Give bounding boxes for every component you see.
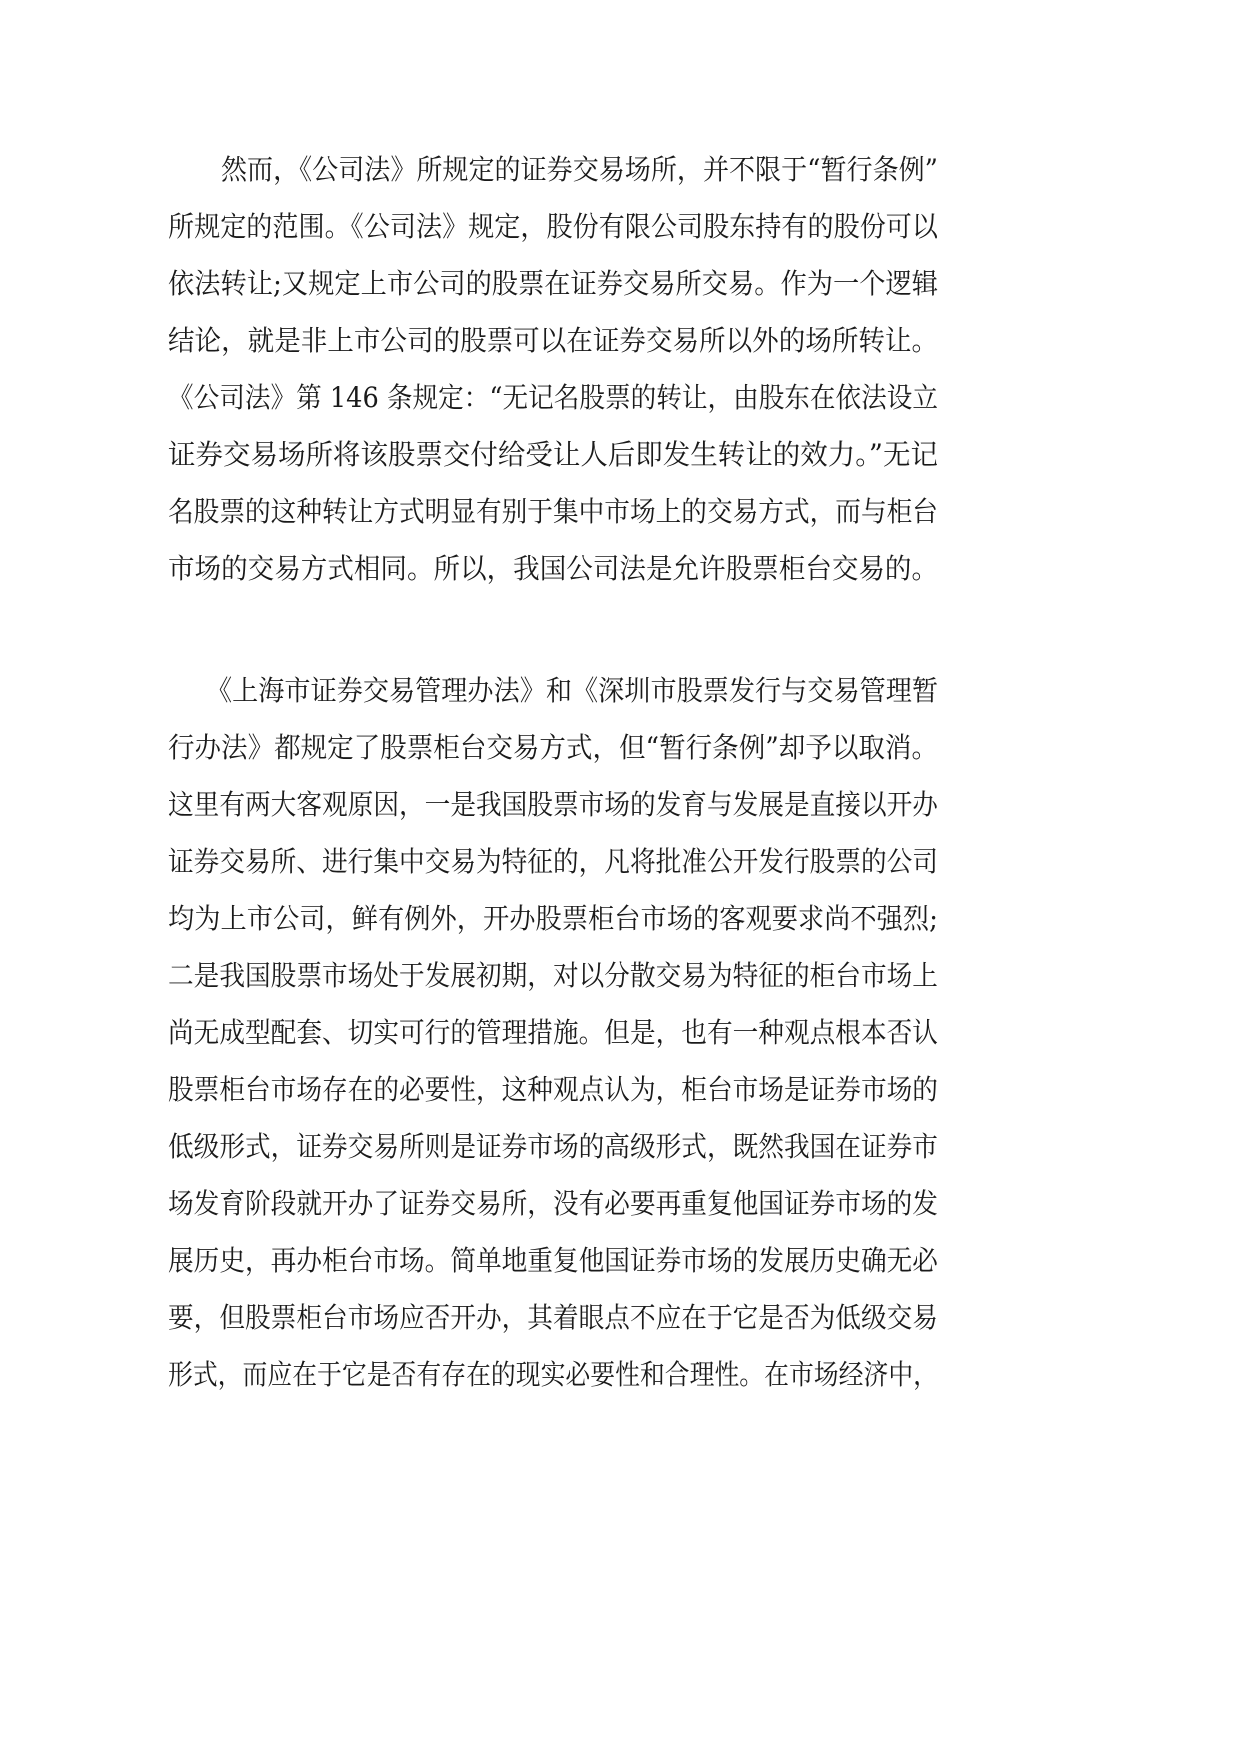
text-line: 行办法》都规定了股票柜台交易方式，但“暂行条例”却予以取消。: [168, 731, 938, 764]
text-line: 《公司法》第 146 条规定：“无记名股票的转让，由股东在依法设立: [168, 381, 939, 414]
text-line: 《上海市证券交易管理办法》和《深圳市股票发行与交易管理暂: [206, 674, 939, 707]
text-line: 均为上市公司，鲜有例外，开办股票柜台市场的客观要求尚不强烈;: [168, 902, 939, 935]
paragraph-2-line-4: [0, 840, 1241, 884]
paragraph-2-line-2: [0, 726, 1241, 770]
paragraph-1-line-2: [0, 205, 1241, 249]
paragraph-2-line-3: [0, 783, 1241, 827]
paragraph-1-line-8: [0, 547, 1241, 591]
paragraph-2-line-9: [0, 1125, 1241, 1169]
text-line: 股票柜台市场存在的必要性，这种观点认为，柜台市场是证券市场的: [168, 1073, 938, 1106]
paragraph-2-line-7: [0, 1011, 1241, 1055]
text-line: 二是我国股票市场处于发展初期，对以分散交易为特征的柜台市场上: [168, 959, 938, 992]
paragraph-2-line-5: [0, 897, 1241, 941]
paragraph-2-line-10: [0, 1182, 1241, 1226]
text-line: 结论，就是非上市公司的股票可以在证券交易所以外的场所转让。: [168, 324, 939, 357]
text-line: 尚无成型配套、切实可行的管理措施。但是，也有一种观点根本否认: [168, 1016, 938, 1049]
text-line: 市场的交易方式相同。所以，我国公司法是允许股票柜台交易的。: [168, 552, 939, 585]
text-line: 要，但股票柜台市场应否开办，其着眼点不应在于它是否为低级交易: [168, 1301, 938, 1334]
paragraph-2-line-6: [0, 954, 1241, 998]
paragraph-1-line-4: [0, 319, 1241, 363]
paragraph-2-line-11: [0, 1239, 1241, 1283]
paragraph-1-line-6: [0, 433, 1241, 477]
text-line: 形式，而应在于它是否有存在的现实必要性和合理性。在市场经济中，: [168, 1358, 939, 1391]
text-line: 依法转让;又规定上市公司的股票在证券交易所交易。作为一个逻辑: [168, 267, 939, 300]
paragraph-1-line-3: [0, 262, 1241, 306]
text-line: 名股票的这种转让方式明显有别于集中市场上的交易方式，而与柜台: [168, 495, 938, 528]
paragraph-2-line-1: [0, 669, 1241, 713]
paragraph-1-line-7: [0, 490, 1241, 534]
paragraph-2-line-12: [0, 1296, 1241, 1340]
text-line: 证券交易场所将该股票交付给受让人后即发生转让的效力。”无记: [168, 438, 938, 471]
paragraph-1-line-5: [0, 376, 1241, 420]
text-line: 展历史，再办柜台市场。简单地重复他国证券市场的发展历史确无必: [168, 1244, 938, 1277]
text-line: 低级形式，证券交易所则是证券市场的高级形式，既然我国在证券市: [168, 1130, 938, 1163]
text-line: 场发育阶段就开办了证券交易所，没有必要再重复他国证券市场的发: [168, 1187, 938, 1220]
text-line: 然而，《公司法》所规定的证券交易场所，并不限于“暂行条例”: [221, 153, 939, 186]
paragraph-2-line-8: [0, 1068, 1241, 1112]
text-line: 这里有两大客观原因，一是我国股票市场的发育与发展是直接以开办: [168, 788, 938, 821]
paragraph-2-line-13: [0, 1353, 1241, 1397]
text-line: 证券交易所、进行集中交易为特征的，凡将批准公开发行股票的公司: [168, 845, 938, 878]
text-line: 所规定的范围。《公司法》规定，股份有限公司股东持有的股份可以: [168, 210, 939, 243]
paragraph-1-line-1: [0, 148, 1241, 192]
